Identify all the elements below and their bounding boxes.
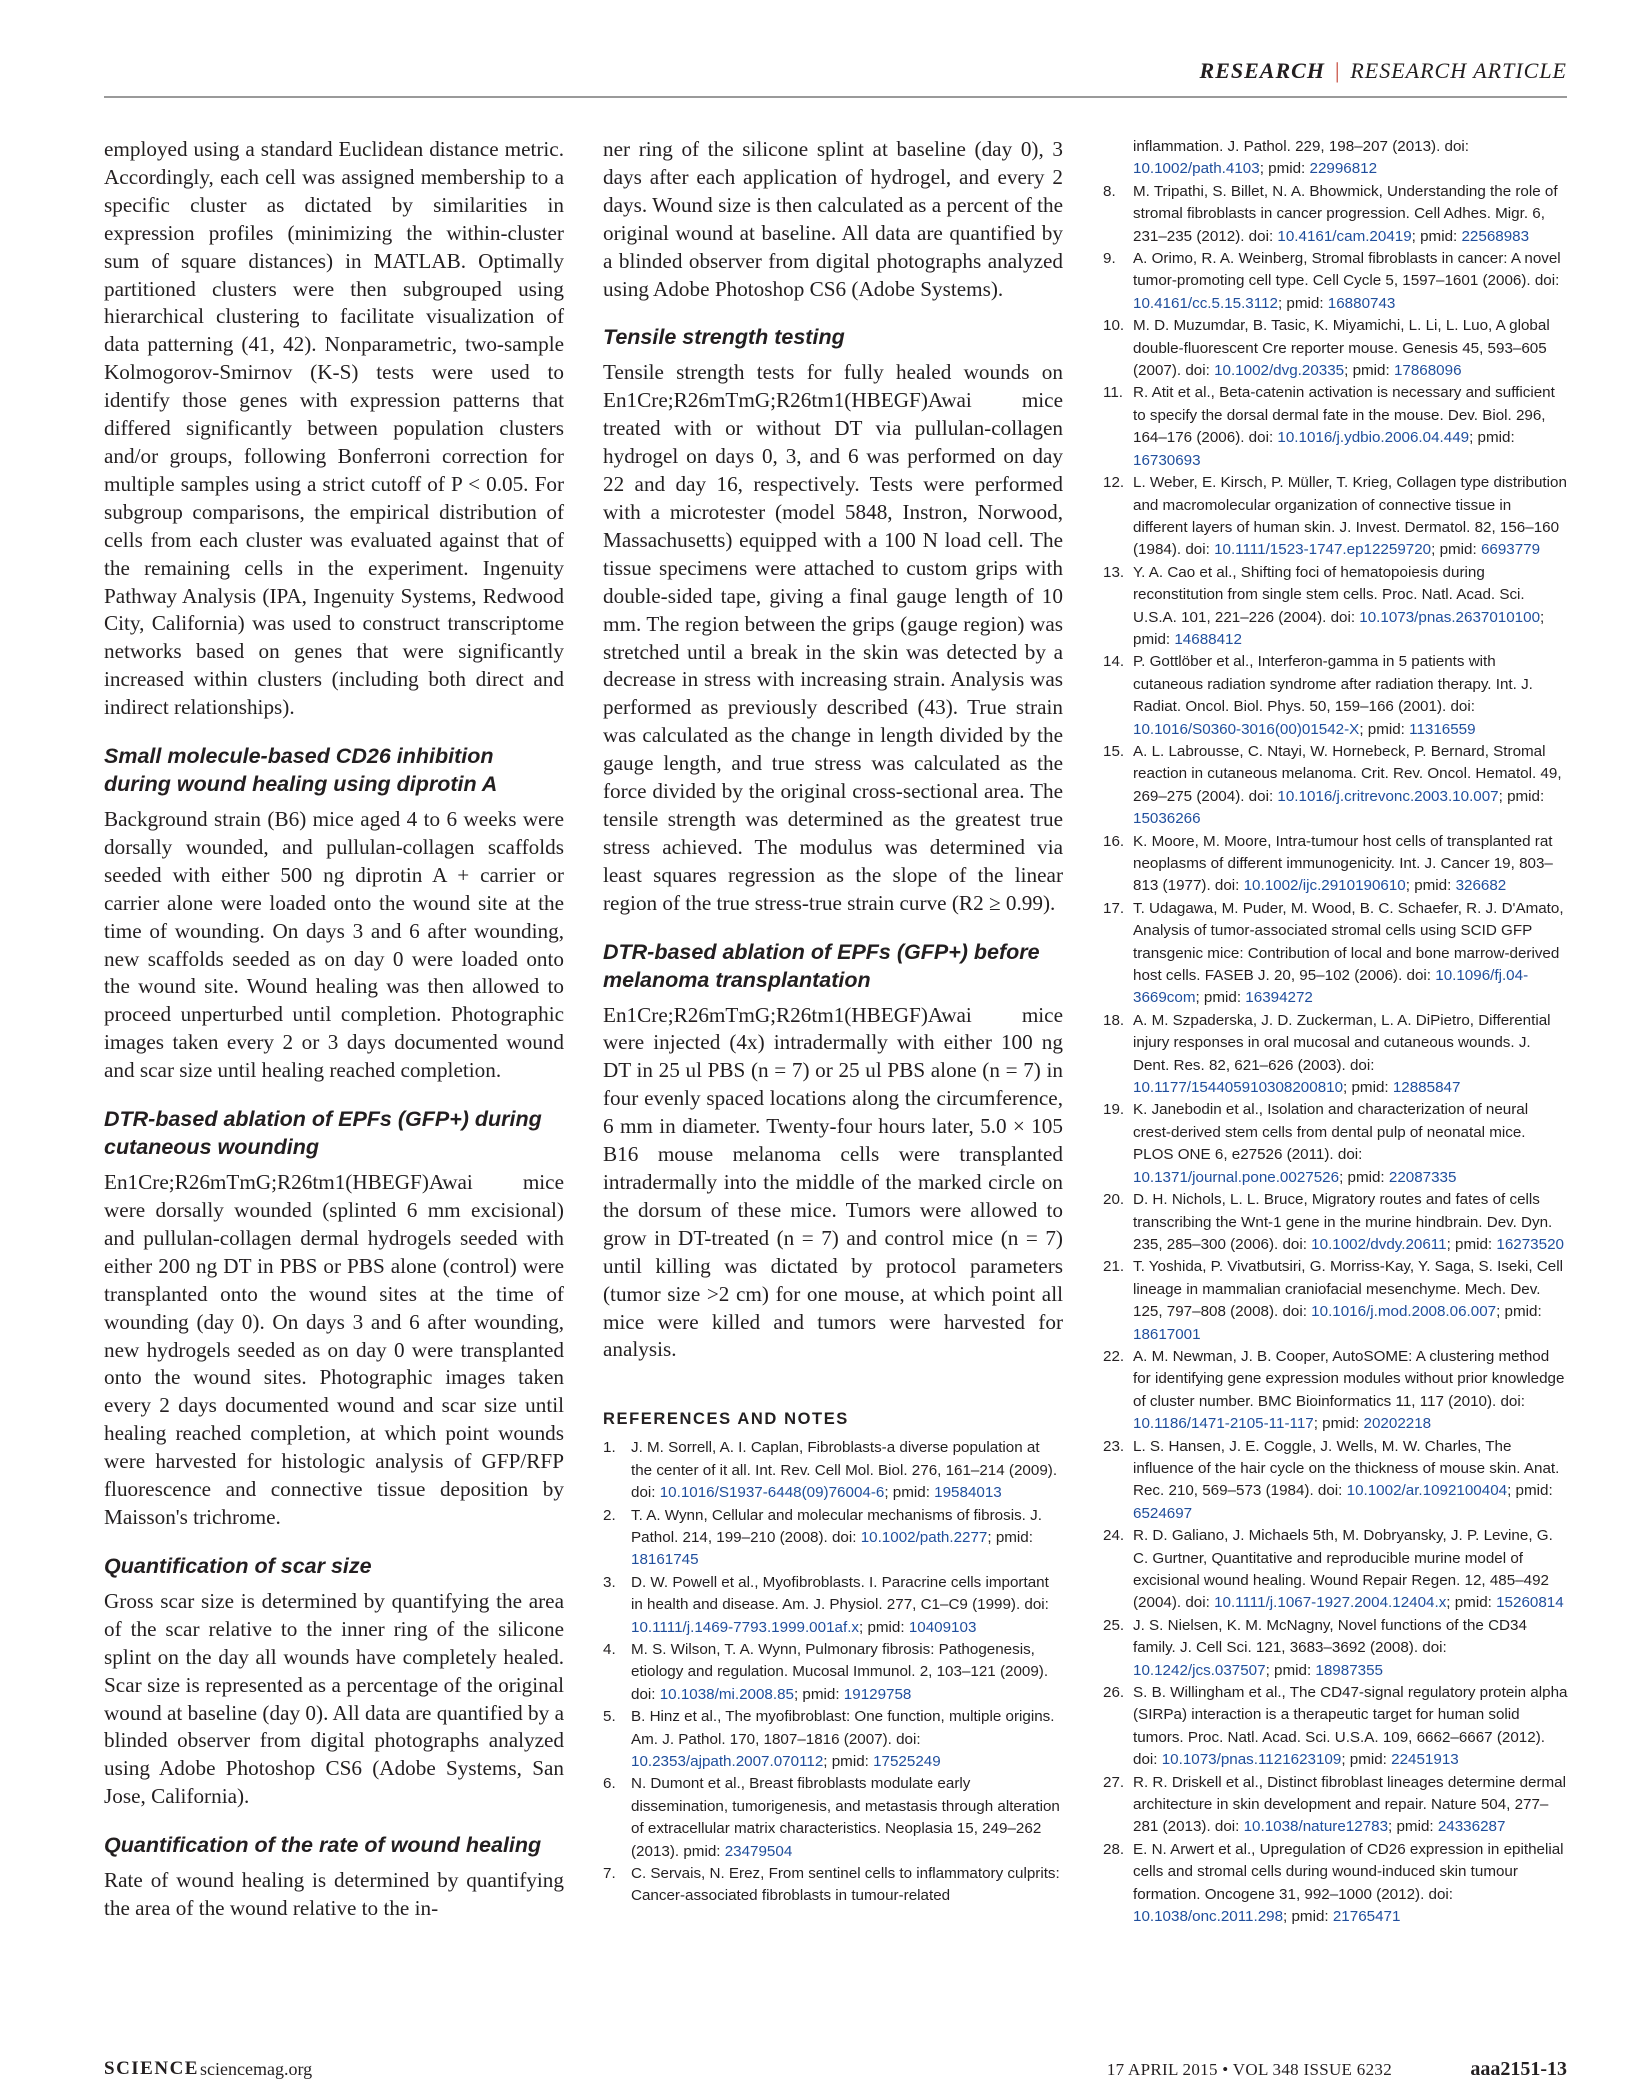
pmid-label: ; pmid:	[1283, 1908, 1333, 1926]
pmid-label: ; pmid:	[793, 1685, 844, 1703]
reference-item	[1103, 1099, 1568, 1189]
reference-number: 12.	[1103, 474, 1125, 492]
pmid-label: ; pmid:	[1446, 1594, 1497, 1612]
section-heading: Tensile strength testing	[603, 325, 845, 350]
journal-name: SCIENCE	[104, 2058, 199, 2079]
reference-item	[1103, 1189, 1568, 1256]
pmid-link[interactable]: 17868096	[1393, 362, 1462, 380]
doi-link[interactable]: 10.1371/journal.pone.0027526	[1133, 1168, 1340, 1186]
pmid-label: ; pmid:	[1344, 362, 1394, 380]
doi-link[interactable]: 10.4161/cc.5.15.3112	[1133, 294, 1278, 312]
pmid-label: ; pmid:	[1265, 1661, 1316, 1679]
pmid-link[interactable]: 18161745	[631, 1551, 699, 1569]
reference-number: 24.	[1103, 1527, 1125, 1545]
pmid-link[interactable]: 22087335	[1388, 1168, 1457, 1186]
reference-text: E. N. Arwert et al., Upregulation of CD26 expression in epithelial cells and stromal cells during wound-induced skin tumour formation. Oncogene 31, 992–1000 (2012). doi:	[1133, 1840, 1564, 1903]
reference-number: 21.	[1103, 1258, 1125, 1276]
reference-item	[1103, 181, 1568, 248]
body-paragraph: employed using a standard Euclidean distance metric. Accordingly, each cell was assigned membership to a specific cluster as dictated by similarities in expression profiles (minimizing the within-cluster sum of square distances) in MATLAB. Optimally partitioned clusters were then subgrouped using hierarchical clustering to facilitate visualization of data patterning (41, 42). Nonparametric, two-sample Kolmogorov-Smirnov (K-S) tests were used to identify those genes with expression patterns that differed significantly between population clusters and/or groups, following Bonferroni correction for multiple samples using a strict cutoff of P < 0.05. For subgroup comparisons, the empirical distribution of cells from each cluster was evaluated against that of the remaining cells in the experiment. Ingenuity Pathway Analysis (IPA, Ingenuity Systems, Redwood City, California) was used to construct transcriptome networks based on genes that were significantly increased within clusters (including both direct and indirect relationships).	[104, 137, 564, 720]
pmid-link[interactable]: 12885847	[1392, 1079, 1461, 1097]
doi-link[interactable]: 10.1016/j.critrevonc.2003.10.007	[1277, 787, 1499, 805]
reference-number: 27.	[1103, 1773, 1125, 1791]
reference-text: R. D. Galiano, J. Michaels 5th, M. Dobryansky, J. P. Levine, G. C. Gurtner, Quantitative and reproducible murine model of excisional wound healing. Wound Repair Regen. 12, 485–492 (2004). doi:	[1133, 1527, 1553, 1612]
pmid-label: ; pmid:	[987, 1528, 1033, 1546]
pmid-link[interactable]: 15260814	[1496, 1594, 1564, 1612]
doi-link[interactable]: 10.1242/jcs.037507	[1133, 1661, 1266, 1679]
reference-item	[1103, 136, 1568, 181]
pmid-label: ; pmid:	[1133, 608, 1545, 648]
pmid-label: ; pmid:	[1431, 541, 1481, 559]
reference-item	[1103, 248, 1568, 315]
body-paragraph: Rate of wound healing is determined by quantifying the area of the wound relative to the in-	[104, 1868, 564, 1921]
reference-item	[603, 1706, 1063, 1773]
reference-item	[1103, 1256, 1568, 1346]
doi-link[interactable]: 10.1016/S0360-3016(00)01542-X	[1133, 720, 1360, 738]
doi-link[interactable]: 10.1186/1471-2105-11-117	[1133, 1415, 1314, 1433]
reference-item	[1103, 382, 1568, 472]
reference-text: L. Weber, E. Kirsch, P. Müller, T. Krieg, Collagen type distribution and macromolecular organization of connective tissue in different layers of human skin. J. Invest. Dermatol. 82, 156–160 (1984). doi:	[1133, 474, 1567, 559]
reference-item	[1103, 1682, 1568, 1772]
reference-item	[1103, 1436, 1568, 1526]
reference-number: 1.	[603, 1439, 616, 1457]
pmid-label: ; pmid:	[1343, 1079, 1393, 1097]
column-1	[104, 136, 564, 1923]
reference-number: 17.	[1103, 899, 1125, 917]
doi-link[interactable]: 10.1073/pnas.1121623109	[1161, 1751, 1342, 1769]
reference-number: 22.	[1103, 1347, 1125, 1365]
reference-number: 10.	[1103, 317, 1125, 335]
doi-link[interactable]: 10.2353/ajpath.2007.070112	[631, 1753, 824, 1771]
reference-number: 13.	[1103, 563, 1125, 581]
body-paragraph: En1Cre;R26mTmG;R26tm1(HBEGF)Awai mice were dorsally wounded (splinted 6 mm excisional) and pullulan-collagen dermal hydrogels seeded with either 200 ng DT in PBS or PBS alone (control) were transplanted onto the wound sites at the time of wounding (day 0). On days 3 and 6 after wounding, new hydrogels seeded as on day 0 were transplanted onto the wound sites. Photographic images taken every 2 days documented wound and scar size until healing reached completion, at which point wounds were harvested for histologic analysis of GFP/RFP fluorescence and connective tissue deposition by Maisson's trichrome.	[104, 1170, 564, 1529]
doi-link[interactable]: 10.1038/nature12783	[1243, 1818, 1389, 1836]
pmid-label: ; pmid:	[1339, 1168, 1389, 1186]
doi-link[interactable]: 10.1096/fj.04-3669com	[1133, 967, 1529, 1007]
reference-number: 5.	[603, 1708, 616, 1726]
pmid-link[interactable]: 22451913	[1391, 1751, 1459, 1769]
reference-item	[603, 1639, 1063, 1706]
reference-text: J. M. Sorrell, A. I. Caplan, Fibroblasts-a diverse population at the center of it all. Int. Rev. Cell Mol. Biol. 276, 161–214 (2009). doi:	[631, 1439, 1058, 1502]
reference-number: 18.	[1103, 1011, 1125, 1029]
reference-list	[1103, 136, 1568, 1929]
reference-number: 16.	[1103, 832, 1125, 850]
pmid-link[interactable]: 21765471	[1332, 1908, 1401, 1926]
reference-text: R. R. Driskell et al., Distinct fibroblast lineages determine dermal architecture in skin development and repair. Nature 504, 277–281 (2013). doi:	[1133, 1773, 1567, 1836]
reference-text: T. A. Wynn, Cellular and molecular mechanisms of fibrosis. J. Pathol. 214, 199–210 (2008). doi:	[631, 1506, 1042, 1546]
reference-number: 19.	[1103, 1101, 1125, 1119]
reference-item	[1103, 562, 1568, 652]
reference-text: A. M. Newman, J. B. Cooper, AutoSOME: A clustering method for identifying gene expression modules without prior knowledge of cluster number. BMC Bioinformatics 11, 117 (2010). doi:	[1133, 1347, 1565, 1410]
reference-number: 7.	[603, 1865, 616, 1883]
reference-text: D. H. Nichols, L. L. Bruce, Migratory routes and fates of cells transcribing the Wnt-1 gene in the murine hindbrain. Dev. Dyn. 235, 285–300 (2006). doi:	[1133, 1191, 1553, 1253]
reference-text: A. Orimo, R. A. Weinberg, Stromal fibroblasts in cancer: A novel tumor-promoting cell type. Cell Cycle 5, 1597–1601 (2006). doi:	[1133, 250, 1561, 290]
pmid-label: ; pmid:	[1405, 877, 1456, 895]
reference-text: J. S. Nielsen, K. M. McNagny, Novel functions of the CD34 family. J. Cell Sci. 121, 3683–3692 (2008). doi:	[1133, 1616, 1527, 1657]
pmid-link[interactable]: 19129758	[843, 1685, 912, 1703]
reference-number: 15.	[1103, 742, 1125, 760]
reference-text: N. Dumont et al., Breast fibroblasts modulate early dissemination, tumorigenesis, and metastasis through alteration of extracellular matrix characteristics. Neoplasia 15, 249–262 (2013). pmid:	[631, 1775, 1060, 1860]
pmid-label: ; pmid:	[859, 1618, 909, 1636]
reference-text: C. Servais, N. Erez, From sentinel cells to inflammatory culprits: Cancer-associated fibroblasts in tumour-related	[631, 1865, 1060, 1905]
pmid-link[interactable]: 6693779	[1480, 541, 1541, 559]
doi-link[interactable]: 10.1038/mi.2008.85	[659, 1685, 794, 1703]
section-heading: Quantification of scar size	[104, 1553, 372, 1578]
reference-item	[1103, 1010, 1568, 1100]
section-heading: DTR-based ablation of EPFs (GFP+) before melanoma transplantation	[603, 939, 1040, 992]
doi-link[interactable]: 10.1016/j.mod.2008.06.007	[1311, 1303, 1497, 1321]
section-heading: DTR-based ablation of EPFs (GFP+) during cutaneous wounding	[104, 1107, 542, 1160]
reference-number: 23.	[1103, 1437, 1125, 1455]
article-type: RESEARCH ARTICLE	[1350, 58, 1567, 83]
pmid-link[interactable]: 16880743	[1327, 294, 1396, 312]
pmid-link[interactable]: 18617001	[1133, 1325, 1201, 1343]
reference-item	[1103, 315, 1568, 382]
reference-item	[1103, 741, 1568, 831]
reference-text: Y. A. Cao et al., Shifting foci of hematopoiesis during reconstitution from single stem cells. Proc. Natl. Acad. Sci. U.S.A. 101, 221–226 (2004). doi:	[1133, 563, 1525, 626]
body-paragraph: Gross scar size is determined by quantifying the area of the scar relative to the inner ring of the silicone splint on the day all wounds have completely healed. Scar size is represented as a percentage of the original wound at baseline (day 0). All data are quantified by a blinded observer from digital photographs analyzed using Adobe Photoshop CS6 (Adobe Systems, San Jose, California).	[104, 1588, 564, 1809]
pmid-link[interactable]: 16394272	[1245, 989, 1313, 1007]
doi-link[interactable]: 10.1177/154405910308200810	[1133, 1079, 1344, 1097]
reference-number: 2.	[603, 1506, 616, 1524]
reference-text: M. S. Wilson, T. A. Wynn, Pulmonary fibrosis: Pathogenesis, etiology and regulation. Mucosal Immunol. 2, 103–121 (2009). doi:	[631, 1641, 1049, 1703]
doi-link[interactable]: 10.1002/dvdy.20611	[1311, 1235, 1447, 1253]
reference-list	[603, 1437, 1063, 1908]
pmid-label: ; pmid:	[1469, 429, 1515, 447]
reference-text: T. Yoshida, P. Vivatbutsiri, G. Morriss-Kay, Y. Saga, S. Iseki, Cell lineage in mammalian craniofacial mesenchyme. Mech. Dev. 125, 797–808 (2008). doi:	[1133, 1258, 1563, 1321]
doi-link[interactable]: 10.1002/dvg.20335	[1214, 362, 1345, 380]
doi-link[interactable]: 10.1111/j.1067-1927.2004.12404.x	[1214, 1594, 1447, 1612]
reference-text: T. Udagawa, M. Puder, M. Wood, B. C. Schaefer, R. J. D'Amato, Analysis of tumor-associated stromal cells using SCID GFP transgenic mice: Contribution of local and bone marrow-derived host cells. FASEB J. 20, 95–102 (2006). doi:	[1133, 899, 1564, 985]
reference-text: D. W. Powell et al., Myofibroblasts. I. Paracrine cells important in health and disease. Am. J. Physiol. 277, C1–C9 (1999). doi:	[631, 1573, 1049, 1614]
reference-number: 25.	[1103, 1616, 1125, 1634]
pmid-label: ; pmid:	[884, 1484, 935, 1502]
page-footer	[104, 2058, 1567, 2084]
reference-number: 3.	[603, 1573, 616, 1591]
reference-item	[1103, 831, 1568, 898]
reference-text: A. L. Labrousse, C. Ntayi, W. Hornebeck, P. Bernard, Stromal reaction in cutaneous melanoma. Crit. Rev. Oncol. Hematol. 49, 269–275 (2004). doi:	[1133, 742, 1562, 805]
reference-number: 11.	[1103, 384, 1123, 402]
reference-number: 9.	[1103, 250, 1116, 268]
pmid-label: ; pmid:	[1277, 294, 1328, 312]
reference-text: inflammation. J. Pathol. 229, 198–207 (2013). doi:	[1133, 138, 1470, 155]
pmid-link[interactable]: 6524697	[1133, 1504, 1193, 1522]
reference-item	[603, 1773, 1063, 1863]
doi-link[interactable]: 10.1002/path.4103	[1133, 160, 1260, 178]
doi-link[interactable]: 10.1002/ar.1092100404	[1346, 1482, 1508, 1500]
reference-number: 28.	[1103, 1840, 1125, 1858]
pmid-label: ; pmid:	[1496, 1303, 1542, 1321]
pmid-link[interactable]: 11316559	[1409, 720, 1476, 738]
pmid-label: ; pmid:	[1411, 227, 1462, 245]
section-heading: Quantification of the rate of wound healing	[104, 1833, 542, 1858]
reference-item	[1103, 472, 1568, 562]
pmid-link[interactable]: 10409103	[908, 1618, 977, 1636]
pmid-label: ; pmid:	[1313, 1415, 1364, 1433]
reference-item	[1103, 1346, 1568, 1436]
column-2	[603, 136, 1063, 1908]
reference-number: 8.	[1103, 182, 1116, 200]
reference-number: 14.	[1103, 653, 1125, 671]
pmid-link[interactable]: 24336287	[1437, 1818, 1506, 1836]
reference-text: K. Moore, M. Moore, Intra-tumour host cells of transplanted rat neoplasms of different immunogenicity. Int. J. Cancer 19, 803–813 (1977). doi:	[1133, 832, 1553, 895]
section-heading: Small molecule-based CD26 inhibition during wound healing using diprotin A	[104, 744, 498, 797]
reference-item	[603, 1572, 1063, 1639]
reference-item	[603, 1505, 1063, 1572]
reference-text: P. Gottlöber et al., Interferon-gamma in 5 patients with cutaneous radiation syndrome after radiation therapy. Int. J. Radiat. Oncol. Biol. Phys. 50, 159–166 (2001). doi:	[1133, 653, 1533, 716]
pmid-label: ; pmid:	[1359, 720, 1410, 738]
pmid-link[interactable]: 14688412	[1174, 630, 1242, 648]
pmid-link[interactable]: 23479504	[724, 1842, 793, 1860]
pmid-label: ; pmid:	[1498, 787, 1545, 805]
doi-link[interactable]: 10.4161/cam.20419	[1277, 227, 1412, 245]
doi-link[interactable]: 10.1111/j.1469-7793.1999.001af.x	[631, 1618, 860, 1636]
reference-number: 20.	[1103, 1191, 1125, 1209]
body-paragraph: ner ring of the silicone splint at baseline (day 0), 3 days after each application of hydrogel, and every 2 days. Wound size is then calculated as a percent of the original wound at baseline. All data are quantified by a blinded observer from digital photographs analyzed using Adobe Photoshop CS6 (Adobe Systems).	[603, 137, 1063, 301]
reference-text: M. D. Muzumdar, B. Tasic, K. Miyamichi, L. Li, L. Luo, A global double-fluorescent Cre reporter mouse. Genesis 45, 593–605 (2007). doi:	[1133, 317, 1550, 380]
page-header	[104, 56, 1567, 98]
reference-number: 6.	[603, 1775, 616, 1793]
pmid-label: ; pmid:	[1195, 989, 1246, 1007]
reference-text: A. M. Szpaderska, J. D. Zuckerman, L. A. DiPietro, Differential injury responses in oral mucosal and cutaneous wounds. J. Dent. Res. 82, 621–626 (2003). doi:	[1133, 1011, 1551, 1074]
reference-item	[1103, 1839, 1568, 1929]
pmid-label: ; pmid:	[1507, 1482, 1553, 1500]
reference-item	[1103, 651, 1568, 741]
pmid-link[interactable]: 17525249	[873, 1753, 941, 1771]
column-3	[1103, 136, 1568, 1929]
doi-link[interactable]: 10.1016/j.ydbio.2006.04.449	[1277, 429, 1470, 447]
body-paragraph: En1Cre;R26mTmG;R26tm1(HBEGF)Awai mice were injected (4x) intradermally with either 100 ng DT in 25 ul PBS (n = 7) or 25 ul PBS alone (n = 7) in four evenly spaced locations along the circumference, 6 mm in diameter. Twenty-four hours later, 5.0 × 105 B16 mouse melanoma cells were transplanted intradermally into the middle of the marked circle on the dorsum of these mice. Tumors were allowed to grow in DT-treated (n = 7) and control mice (n = 7) until killing was dictated by protocol parameters (tumor size >2 cm) for one mouse, at which point all mice were killed and tumors were harvested for analysis.	[603, 1002, 1063, 1362]
pmid-label: ; pmid:	[823, 1753, 874, 1771]
pmid-label: ; pmid:	[1388, 1818, 1438, 1836]
reference-item	[603, 1863, 1063, 1908]
pmid-label: ; pmid:	[1259, 160, 1310, 178]
reference-item	[1103, 1615, 1568, 1682]
reference-item	[1103, 1525, 1568, 1615]
doi-link[interactable]: 10.1111/1523-1747.ep12259720	[1214, 541, 1432, 559]
pmid-link[interactable]: 22568983	[1461, 227, 1530, 245]
pmid-link[interactable]: 326682	[1455, 877, 1507, 895]
pmid-label: ; pmid:	[1446, 1235, 1497, 1253]
reference-item	[1103, 898, 1568, 1010]
pmid-link[interactable]: 18987355	[1315, 1661, 1383, 1679]
pmid-link[interactable]: 19584013	[934, 1484, 1002, 1502]
header-separator: |	[1334, 58, 1341, 83]
pmid-link[interactable]: 16273520	[1496, 1235, 1564, 1253]
pmid-link[interactable]: 16730693	[1133, 451, 1201, 469]
reference-text: S. B. Willingham et al., The CD47-signal regulatory protein alpha (SIRPa) interaction is a therapeutic target for human solid tumors. Proc. Natl. Acad. Sci. U.S.A. 109, 6662–6667 (2012). doi:	[1133, 1684, 1568, 1769]
pmid-link[interactable]: 15036266	[1133, 810, 1201, 828]
pmid-link[interactable]: 22996812	[1309, 160, 1378, 178]
doi-link[interactable]: 10.1038/onc.2011.298	[1133, 1908, 1284, 1926]
doi-link[interactable]: 10.1016/S1937-6448(09)76004-6	[659, 1484, 885, 1502]
doi-link[interactable]: 10.1002/path.2277	[860, 1528, 988, 1546]
section-label	[1200, 58, 1567, 84]
journal-site: sciencemag.org	[200, 2059, 313, 2079]
reference-text: L. S. Hansen, J. E. Coggle, J. Wells, M. W. Charles, The influence of the hair cycle on the thickness of mouse skin. Anat. Rec. 210, 569–573 (1984). doi:	[1133, 1437, 1560, 1500]
body-paragraph: Background strain (B6) mice aged 4 to 6 weeks were dorsally wounded, and pullulan-collagen scaffolds seeded with either 500 ng diprotin A + carrier or carrier alone were loaded onto the wound site at the time of wounding. On days 3 and 6 after wounding, new scaffolds seeded as on day 0 were loaded onto the wound site. Wound healing was then allowed to proceed unperturbed until completion. Photographic images taken every 2 or 3 days documented wound and scar size until healing reached completion.	[104, 807, 564, 1083]
reference-number: 26.	[1103, 1684, 1125, 1702]
reference-text: B. Hinz et al., The myofibroblast: One function, multiple origins. Am. J. Pathol. 170, 1807–1816 (2007). doi:	[631, 1708, 1055, 1748]
reference-item	[1103, 1772, 1568, 1839]
issue-info: 17 APRIL 2015 • VOL 348 ISSUE 6232	[1106, 2060, 1392, 2079]
reference-text: M. Tripathi, S. Billet, N. A. Bhowmick, Understanding the role of stromal fibroblasts in cancer progression. Cell Adhes. Migr. 6, 231–235 (2012). doi:	[1133, 182, 1558, 245]
references-heading: REFERENCES AND NOTES	[603, 1410, 849, 1429]
pmid-label: ; pmid:	[1341, 1751, 1392, 1769]
page-number: aaa2151-13	[1470, 2058, 1567, 2080]
reference-item	[603, 1437, 1063, 1504]
section-name: RESEARCH	[1199, 58, 1325, 83]
reference-text: R. Atit et al., Beta-catenin activation is necessary and sufficient to specify the dorsal dermal fate in the mouse. Dev. Biol. 296, 164–176 (2006). doi:	[1133, 384, 1555, 447]
body-paragraph: Tensile strength tests for fully healed wounds on En1Cre;R26mTmG;R26tm1(HBEGF)Awai mice treated with or without DT via pullulan-collagen hydrogel on days 0, 3, and 6 was performed on day 22 and day 16, respectively. Tests were performed with a microtester (model 5848, Instron, Norwood, Massachusetts) equipped with a 100 N load cell. The tissue specimens were attached to custom grips with double-sided tape, giving a final gauge length of 10 mm. The region between the grips (gauge region) was stretched until a break in the skin was detected by a decrease in stress with increasing strain. Analysis was performed as previously described (43). True strain was calculated as the change in length divided by the gauge length, and true stress was calculated as the force divided by the original cross-sectional area. The tensile strength was determined as the greatest true stress achieved. The modulus was determined via least squares regression as the slope of the linear region of the true stress-true strain curve (R2 ≥ 0.99).	[603, 360, 1063, 915]
reference-number: 4.	[603, 1641, 616, 1658]
doi-link[interactable]: 10.1002/ijc.2910190610	[1243, 877, 1406, 895]
reference-text: K. Janebodin et al., Isolation and characterization of neural crest-derived stem cells from dental pulp of neonatal mice. PLOS ONE 6, e27526 (2011). doi:	[1133, 1101, 1529, 1164]
pmid-link[interactable]: 20202218	[1363, 1415, 1432, 1433]
doi-link[interactable]: 10.1073/pnas.2637010100	[1359, 608, 1541, 626]
